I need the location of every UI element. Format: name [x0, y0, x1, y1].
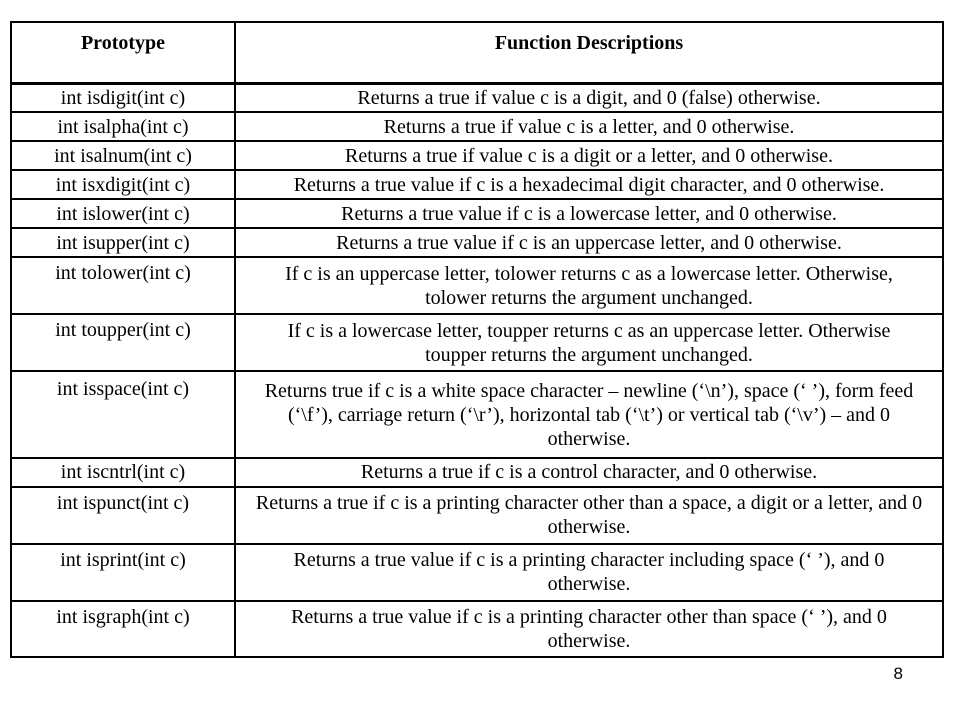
prototype-cell: int isxdigit(int c) [11, 170, 235, 199]
table-row [11, 314, 943, 371]
table-row [11, 112, 943, 141]
prototype-cell: int isspace(int c) [11, 371, 235, 457]
table-row [11, 544, 943, 601]
table-row [11, 141, 943, 170]
table-row [11, 458, 943, 487]
table-row [11, 199, 943, 228]
description-cell: If c is a lowercase letter, toupper returns c as an uppercase letter. Otherwise toupper returns the argument unchanged. [235, 314, 943, 371]
table-row [11, 228, 943, 257]
prototype-cell: int ispunct(int c) [11, 487, 235, 544]
prototype-cell: int isalpha(int c) [11, 112, 235, 141]
description-cell: If c is an uppercase letter, tolower returns c as a lowercase letter. Otherwise, tolower returns the argument unchanged. [235, 257, 943, 314]
table-row [11, 601, 943, 657]
description-cell: Returns a true value if c is a hexadecimal digit character, and 0 otherwise. [235, 170, 943, 199]
description-cell: Returns a true value if c is a printing character including space (‘ ’), and 0 otherwise. [235, 544, 943, 601]
prototype-cell: int isdigit(int c) [11, 83, 235, 112]
prototype-cell: int isprint(int c) [11, 544, 235, 601]
table-row [11, 257, 943, 314]
header-function-descriptions: Function Descriptions [235, 22, 943, 83]
header-prototype: Prototype [11, 22, 235, 83]
description-cell: Returns a true if value c is a digit, and 0 (false) otherwise. [235, 83, 943, 112]
description-cell: Returns a true value if c is an uppercase letter, and 0 otherwise. [235, 228, 943, 257]
prototype-cell: int isupper(int c) [11, 228, 235, 257]
description-cell: Returns a true value if c is a printing character other than space (‘ ’), and 0 otherwise. [235, 601, 943, 657]
description-cell: Returns a true if value c is a letter, and 0 otherwise. [235, 112, 943, 141]
prototype-cell: int isalnum(int c) [11, 141, 235, 170]
table-row [11, 371, 943, 457]
description-cell: Returns a true if c is a printing character other than a space, a digit or a letter, and 0 otherwise. [235, 487, 943, 544]
prototype-cell: int tolower(int c) [11, 257, 235, 314]
prototype-cell: int islower(int c) [11, 199, 235, 228]
table-header-row [11, 22, 943, 83]
prototype-cell: int isgraph(int c) [11, 601, 235, 657]
description-cell: Returns a true value if c is a lowercase letter, and 0 otherwise. [235, 199, 943, 228]
prototype-cell: int iscntrl(int c) [11, 458, 235, 487]
table-row [11, 83, 943, 112]
function-table [10, 21, 944, 658]
description-cell: Returns true if c is a white space character – newline (‘\n’), space (‘ ’), form feed (‘\f’), carriage return (‘\r’), horizontal tab (‘\t’) or vertical tab (‘\v’) – and 0 otherwise. [235, 371, 943, 457]
page-number: 8 [893, 664, 903, 683]
prototype-cell: int toupper(int c) [11, 314, 235, 371]
table-row [11, 487, 943, 544]
description-cell: Returns a true if value c is a digit or a letter, and 0 otherwise. [235, 141, 943, 170]
table-row [11, 170, 943, 199]
description-cell: Returns a true if c is a control character, and 0 otherwise. [235, 458, 943, 487]
